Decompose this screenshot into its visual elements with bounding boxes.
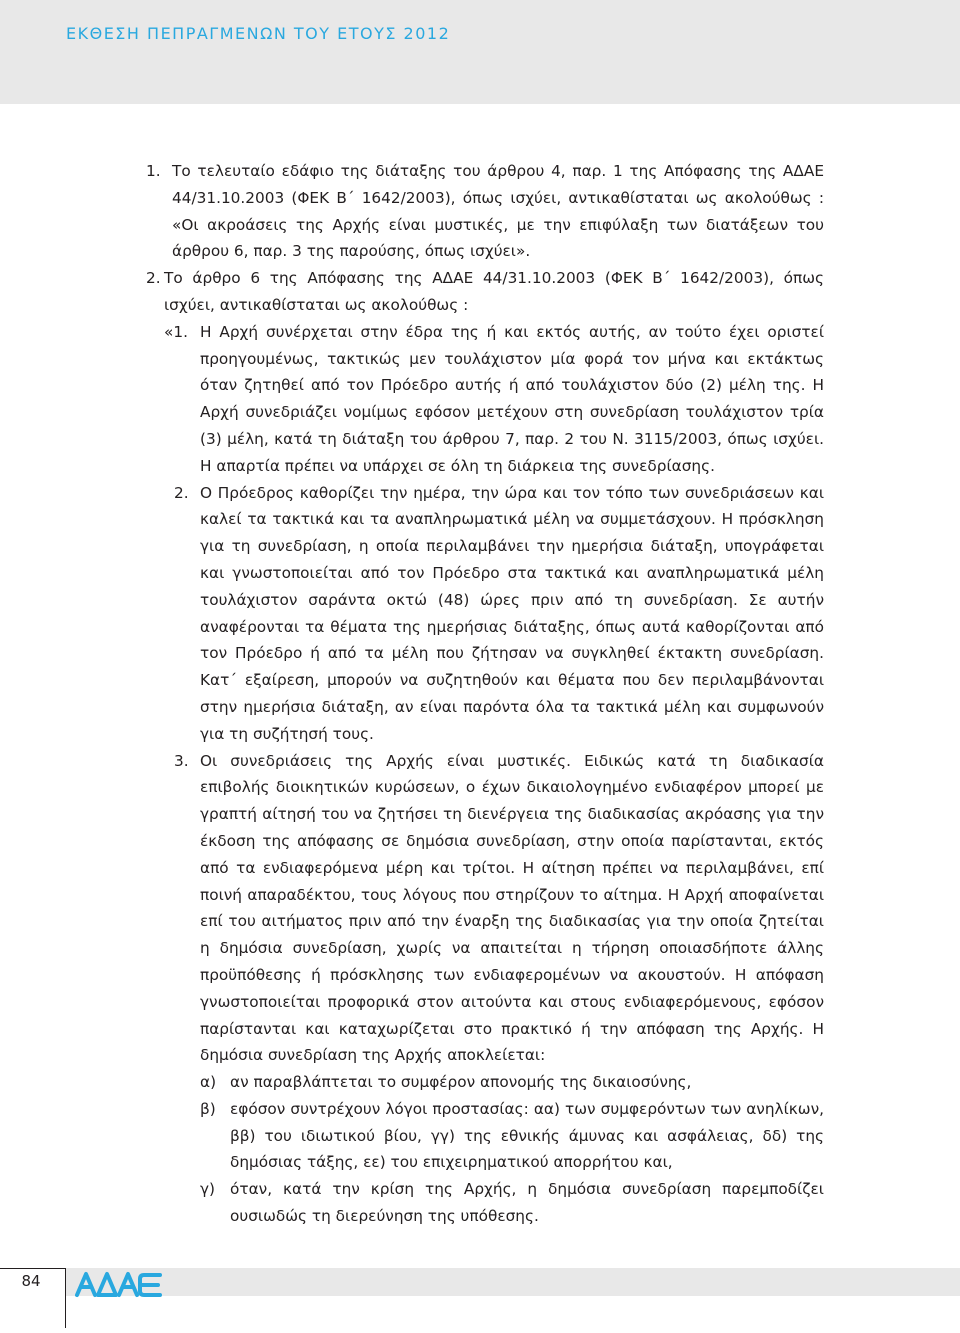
list-item	[146, 158, 824, 265]
item-text: Η Αρχή συνέρχεται στην έδρα της ή και εκτός αυτής, αν τούτο έχει οριστεί προηγουμένως, τακτικώς μεν τουλάχιστον μία φορά τον μήνα και εκτάκτως όταν ζητηθεί από τον Πρόεδρο αυτής ή από τουλάχιστον δύο (2) μέλη της. Η Αρχή συνεδριάζει νομίμως εφόσον μετέχουν στη συνεδρίαση τουλάχιστον τρία (3) μέλη, κατά τη διάταξη του άρθρου 7, παρ. 2 του Ν. 3115/2003, όπως ισχύει. Η απαρτία πρέπει να υπάρχει σε όλη τη διάρκεια της συνεδρίασης.	[200, 322, 824, 475]
document-body	[146, 158, 824, 1230]
logo-letter-delta	[98, 1274, 116, 1295]
list-item	[146, 748, 824, 1070]
footer-divider	[0, 1268, 66, 1269]
sub-list-item	[146, 1176, 824, 1230]
logo-letter-alpha-2	[119, 1274, 137, 1295]
item-number: 1.	[146, 162, 161, 180]
item-text: Ο Πρόεδρος καθορίζει την ημέρα, την ώρα και τον τόπο των συνεδριάσεων και καλεί τα τακτικά και τα αναπληρωματικά μέλη να συμμετάσχουν. Η πρόσκληση για τη συνεδρίαση, η οποία περιλαμβάνει την ημερήσια διάταξη, υπογράφεται και γνωστοποιείται από τον Πρόεδρο στα τακτικά και αναπληρωματικά μέλη τουλάχιστον σαράντα οκτώ (48) ώρες πριν από τη συνεδρίαση. Σε αυτήν αναφέρονται τα θέματα της ημερήσιας διάταξης, όπως αυτά καθορίζονται από τον Πρόεδρο ή από τα μέλη που ζήτησαν να συγκληθεί έκτακτη συνεδρίαση. Κατ΄ εξαίρεση, μπορούν να συζητηθούν και θέματα που δεν περιλαμβάνονται στην ημερήσια διάταξη, αν είναι παρόντα όλα τα τακτικά μέλη και συμφωνούν για τη συζήτησή τους.	[200, 483, 824, 743]
item-text: Οι συνεδριάσεις της Αρχής είναι μυστικές. Ειδικώς κατά τη διαδικασία επιβολής διοικητικών κυρώσεων, ο έχων δικαιολογημένο ενδιαφέρον μπορεί με γραπτή αίτησή του να ζητήσει τη διενέργεια της διαδικασίας ακρόασης για την έκδοση της απόφασης σε δημόσια συνεδρίαση, στην οποία παρίστανται, εκτός από τα ενδιαφερόμενα μέρη και τρίτοι. Η αίτηση πρέπει να περιλαμβάνει, επί ποινή απαραδέκτου, τους λόγους που στηρίζουν το αίτημα. Η Αρχή αποφαίνεται επί του αιτήματος πριν από την έναρξη της διαδικασίας για την οποία ζητείται η δημόσια συνεδρίαση, χωρίς να απαιτείται η τήρηση οποιασδήποτε άλλης προϋπόθεσης ή πρόσκλησης των ενδιαφερομένων να ακουστούν. Η απόφαση γνωστοποιείται προφορικά στον αιτούντα και στους ενδιαφερόμενους, εφόσον παρίστανται και καταχωρίζεται στο πρακτικό ή την απόφαση της Αρχής. Η δημόσια συνεδρίαση της Αρχής αποκλείεται:	[200, 751, 824, 1065]
item-text: Το τελευταίο εδάφιο της διάταξης του άρθρου 4, παρ. 1 της Απόφασης της ΑΔΑΕ 44/31.10.2003 (ΦΕΚ Β΄ 1642/2003), όπως ισχύει, αντικαθίσταται ως ακολούθως : «Οι ακροάσεις της Αρχής είναι μυστικές, με την επιφύλαξη των διατάξεων του άρθρου 6, παρ. 3 της παρούσης, όπως ισχύει».	[172, 162, 824, 261]
item-number: «1.	[164, 322, 188, 341]
footer-band	[66, 1268, 960, 1296]
sub-item-text: εφόσον συντρέχουν λόγοι προστασίας: αα) των συμφερόντων των ανηλίκων, ββ) του ιδιωτικού βίου, γγ) της εθνικής άμυνας και ασφάλειας, δδ) της δημόσιας τάξης, εε) του επιχειρηματικού απορρήτου και,	[230, 1099, 824, 1172]
list-item	[146, 480, 824, 748]
sub-item-letter: α)	[200, 1073, 217, 1092]
header-band	[0, 0, 960, 104]
running-header-title: ΕΚΘΕΣΗ ΠΕΠΡΑΓΜΕΝΩΝ ΤΟΥ ΕΤΟΥΣ 2012	[66, 24, 451, 43]
sub-item-text: όταν, κατά την κρίση της Αρχής, η δημόσια συνεδρίαση παρεμποδίζει ουσιωδώς τη διερεύνηση της υπόθεσης.	[230, 1180, 824, 1226]
page-number: 84	[21, 1272, 41, 1290]
adae-logo	[74, 1270, 164, 1298]
sub-list-item	[146, 1096, 824, 1176]
sub-item-text: αν παραβλάπτεται το συμφέρον απονομής της δικαιοσύνης,	[230, 1073, 692, 1092]
list-item	[146, 265, 824, 319]
list-item	[146, 319, 824, 480]
item-text: Το άρθρο 6 της Απόφασης της ΑΔΑΕ 44/31.10.2003 (ΦΕΚ Β΄ 1642/2003), όπως ισχύει, αντικαθίσταται ως ακολούθως :	[164, 269, 824, 314]
footer-divider-vertical	[65, 1268, 66, 1328]
item-number: 2.	[146, 269, 161, 288]
sub-item-letter: β)	[200, 1099, 216, 1118]
item-number: 2.	[174, 483, 189, 502]
sub-list-item	[146, 1069, 824, 1096]
item-number: 3.	[174, 751, 189, 770]
logo-letter-alpha	[77, 1274, 95, 1295]
logo-letter-epsilon	[140, 1275, 160, 1295]
sub-item-letter: γ)	[200, 1180, 216, 1199]
